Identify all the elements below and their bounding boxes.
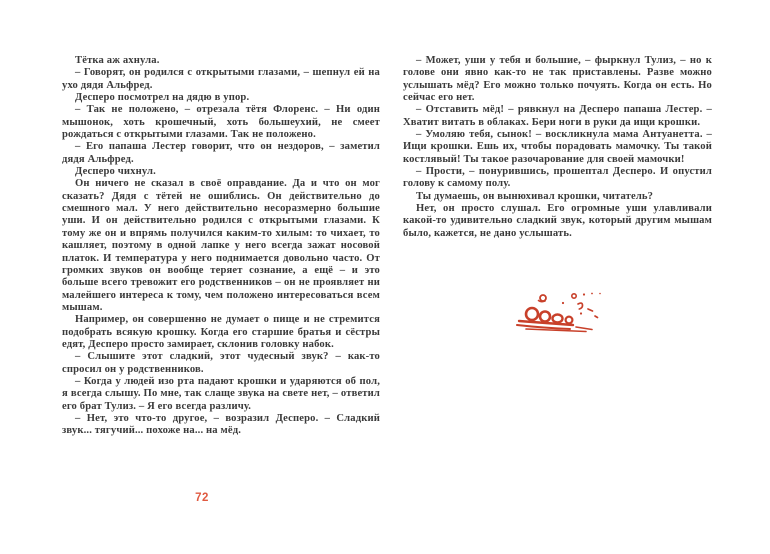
paragraph: Нет, он просто слушал. Его огромные уши улавливали какой-то удивительно сладкий звук, который другим мышам было, кажется, не дано услышать.	[403, 203, 712, 239]
paragraph: – Его папаша Лестер говорит, что он нездоров, – заметил дядя Альфред.	[62, 141, 380, 165]
paragraph: – Прости, – понурившись, прошептал Десперо. И опустил голову к самому полу.	[403, 166, 712, 190]
crumbs-sketch-icon	[516, 290, 608, 338]
paragraph: Десперо чихнул.	[75, 166, 156, 178]
left-text-column	[62, 55, 380, 438]
paragraph: Ты думаешь, он вынюхивал крошки, читатель?	[416, 190, 654, 202]
paragraph: – Отставить мёд! – рявкнул на Десперо папаша Лестер. – Хватит витать в облаках. Бери ноги в руки да ищи крошки.	[403, 104, 712, 128]
paragraph: Десперо посмотрел на дядю в упор.	[75, 92, 250, 104]
paragraph: – Умоляю тебя, сынок! – воскликнула мама Антуанетта. – Ищи крошки. Ешь их, чтобы порадовать мамочку. Ты такой костлявый! Ты такое разочарование для своей мамочки!	[403, 129, 712, 165]
paragraph: Он ничего не сказал в своё оправдание. Да и что он мог сказать? Дядя с тётей не ошиблись. Он действительно до смешного мал. У него действительно несоразмерно большие уши. И он действительно родился с открытыми глазами. К тому же он и впрямь получился каким-то хилым: то чихает, то кашляет, поэтому в одной лапке у него всегда зажат носовой платок. И температура у него поднимается довольно часто. От громких звуков он вообще теряет сознание, а ещё – и это больше всего тревожит его родственников – он не проявляет ни малейшего интереса к тому, чем положено интересоваться всем мышам.	[62, 178, 380, 313]
paragraph: Тётка аж ахнула.	[75, 55, 160, 66]
paragraph: Например, он совершенно не думает о пище и не стремится подобрать всякую крошку. Когда его старшие братья и сёстры едят, Десперо просто замирает, склонив головку набок.	[62, 314, 380, 350]
paragraph: – Когда у людей изо рта падают крошки и ударяются об пол, я всегда слышу. По мне, так слаще звука на свете нет, – ответил его брат Тулиз. – Я его всегда различу.	[62, 375, 380, 412]
paragraph: – Говорят, он родился с открытыми глазами, – шепнул ей на ухо дядя Альфред.	[62, 67, 380, 91]
right-text-column	[403, 55, 712, 240]
paragraph: – Нет, это что-то другое, – возразил Десперо. – Сладкий звук... тягучий... похоже на... на мёд.	[62, 412, 380, 437]
paragraph: – Может, уши у тебя и большие, – фыркнул Тулиз, – но к голове они явно как-то не так приставлены. Разве можно услышать мёд? Его можно только почуять. Когда он есть. Но сейчас его нет.	[403, 55, 712, 104]
page-number: 72	[195, 492, 209, 504]
paragraph: – Так не положено, – отрезала тётя Флоренс. – Ни один мышонок, хоть крошечный, хоть большеухий, не смеет рождаться с открытыми глазами. Так не положено.	[62, 104, 380, 141]
paragraph: – Слышите этот сладкий, этот чудесный звук? – как-то спросил он у родственников.	[62, 351, 380, 375]
